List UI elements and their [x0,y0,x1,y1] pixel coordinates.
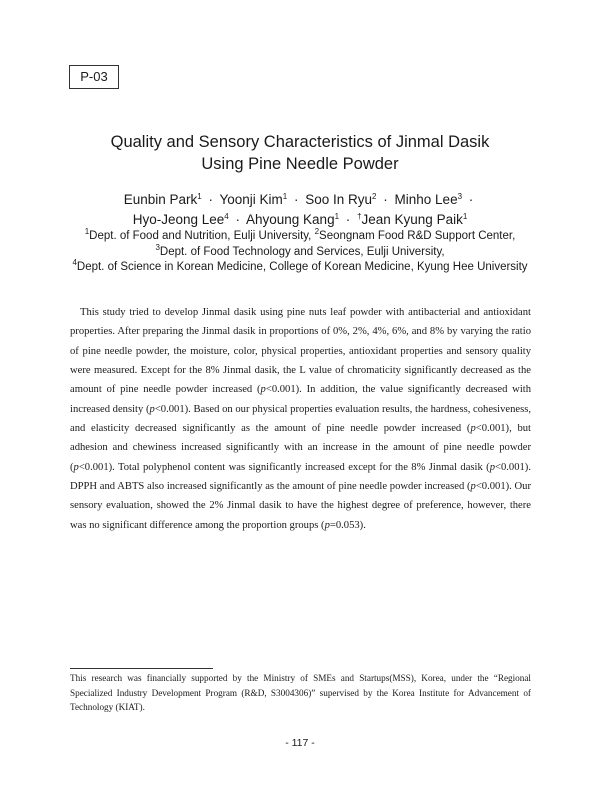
abstract-paragraph [70,303,531,535]
abstract-text: This study tried to develop Jinmal dasik using pine nuts leaf powder with antibacterial and antioxidant properties. After preparing the Jinmal dasik in proportions of 0%, 2%, 4%, 6%, and 8% by varying the ratio of pine needle powder, the moisture, color, physical properties, antioxidant properties and sensory quality were measured. Except for the 8% Jinmal dasik, the L value of chromaticity significantly decreased as the amount of pine needle powder increased ( [70,307,531,396]
p-value-symbol: p [489,461,495,473]
poster-id-badge: P-03 [69,65,119,89]
affiliation-sup: 4 [72,258,77,267]
affiliation-list [30,229,570,276]
affiliation-text: Dept. of Food and Nutrition, Eulji University, [89,230,315,242]
title-line-2: Using Pine Needle Powder [201,155,399,173]
affiliation-sup: 3 [155,242,160,252]
abstract-text: <0.001). Total polyphenol content was significantly increased except for the 8% Jinmal dasik ( [78,461,490,473]
affiliation-line-3 [30,260,570,276]
funding-footnote: This research was financially supported by the Ministry of SMEs and Startups(MSS), Korea, under the “Regional Specialized Industry Development Program (R&D, S3004306)” supervised by the Korea Institute for Advancement of Technology (KIAT). [70,673,531,712]
author-affiliation-sup: 1 [462,212,468,221]
author-affiliation-sup: 4 [224,212,229,221]
footnote-divider [70,668,213,669]
abstract-text: <0.001). Based on our physical properties evaluation results, the hardness, cohesiveness, and elasticity decreased significantly as the amount of pine needle powder increased ( [70,403,531,435]
author-separator: · [468,192,474,207]
author-name: Minho Lee [394,192,458,207]
affiliation-line-1 [30,229,570,245]
author-affiliation-sup: 1 [334,212,340,221]
author-name: Jean Kyung Paik [361,212,463,227]
author-name: Eunbin Park [123,192,198,207]
affiliation-sup: 1 [84,227,90,236]
abstract-text: <0.001). DPPH and ABTS also increased significantly as the amount of pine needle powder increased ( [70,461,531,493]
p-value-symbol: p [470,481,476,493]
author-affiliation-sup: 1 [282,192,288,201]
abstract-text: <0.001), but adhesion and chewiness increased significantly with an increase in the amount of pine needle powder ( [70,423,531,473]
p-value-symbol: p [324,519,330,531]
author-separator: · [383,192,388,207]
author-name: Hyo-Jeong Lee [132,212,225,227]
paper-title [40,131,560,175]
abstract-text: <0.001). Our sensory evaluation, showed the 2% Jinmal dasik to have the highest degree of preference, however, there was no significant difference among the proportion groups ( [70,481,531,531]
title-line-1: Quality and Sensory Characteristics of Jinmal Dasik [110,133,490,151]
author-line-2 [40,210,560,230]
p-value-symbol: p [470,423,476,435]
affiliation-text: Seongnam Food R&D Support Center, [319,230,516,242]
author-separator: · [208,192,213,207]
author-affiliation-sup: 3 [457,192,463,201]
author-name: Yoonji Kim [219,192,283,207]
affiliation-text: Dept. of Science in Korean Medicine, College of Korean Medicine, Kyung Hee University [76,261,528,273]
author-name: Ahyoung Kang [246,212,335,227]
author-separator: · [345,212,351,227]
corresponding-author-mark: † [357,212,362,221]
author-affiliation-sup: 1 [197,192,202,201]
author-line-1 [40,190,560,210]
page-number: - 117 - [285,737,315,749]
abstract-text: <0.001). In addition, the value significantly decreased with increased density ( [70,384,532,415]
affiliation-text: Dept. of Food Technology and Services, Eulji University, [159,245,445,258]
affiliation-sup: 2 [314,227,320,236]
author-list [40,190,560,230]
author-name: Soo In Ryu [305,192,373,207]
p-value-symbol: p [149,403,155,415]
p-value-symbol: p [73,461,79,473]
author-separator: · [235,212,240,227]
author-separator: · [293,192,299,207]
affiliation-line-2 [30,242,570,261]
abstract-text: =0.053). [329,519,366,531]
author-affiliation-sup: 2 [372,192,377,201]
p-value-symbol: p [260,384,266,396]
